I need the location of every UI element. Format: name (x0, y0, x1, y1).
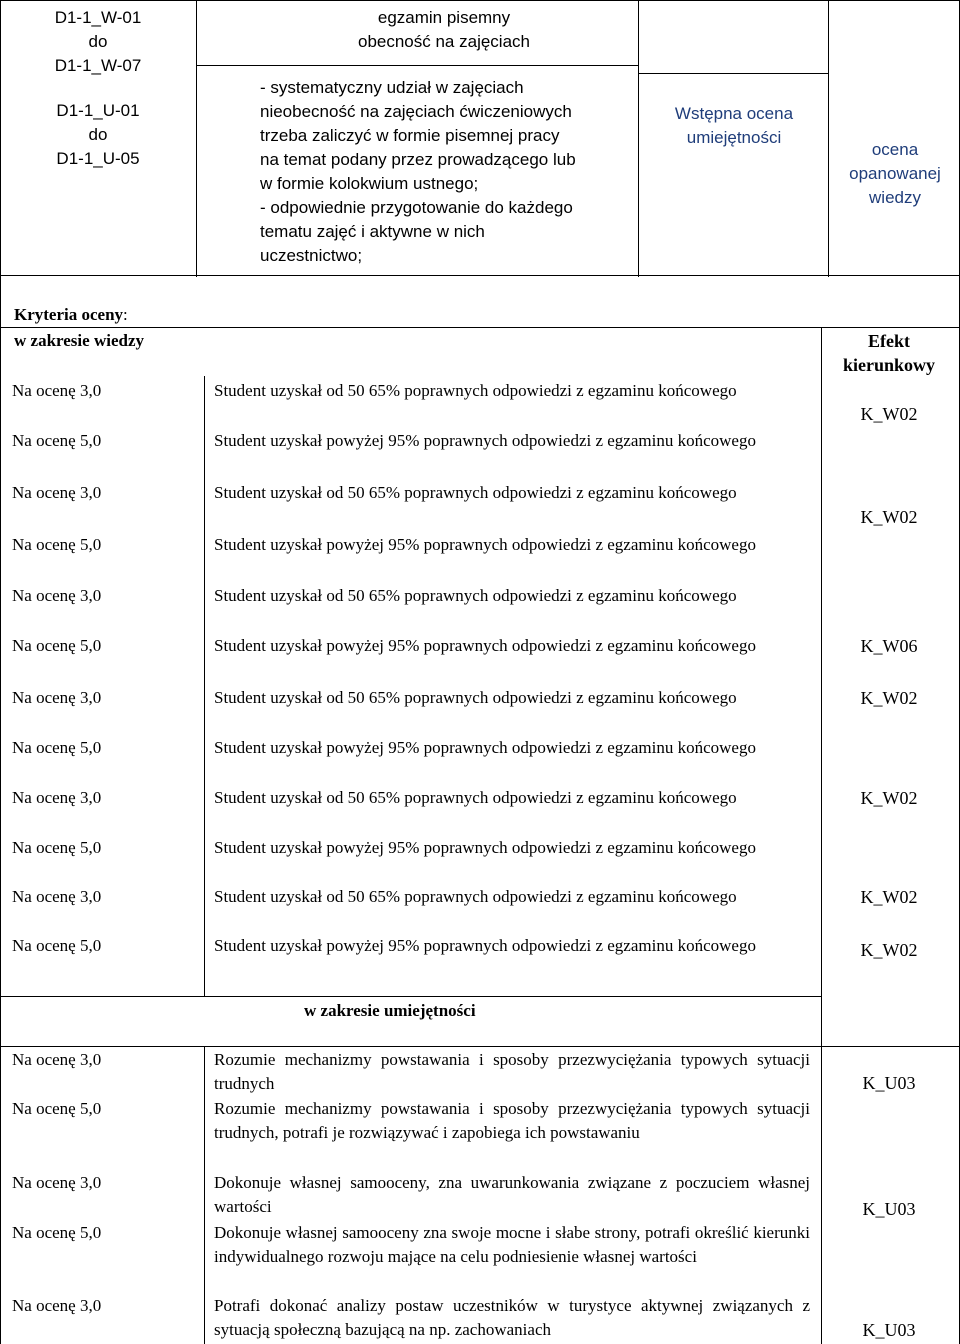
column-divider (204, 376, 205, 996)
column-divider (821, 327, 822, 1047)
effect-code: K_U03 (862, 1073, 916, 1093)
assessment-line: wiedzy (869, 188, 921, 207)
grade-label: Na ocenę 3,0 (12, 381, 102, 400)
assessment-methods (250, 6, 638, 54)
initial-skill-assessment (640, 102, 828, 150)
assessment-line: umiejętności (686, 128, 782, 147)
grade-label: Na ocenę 5,0 (12, 838, 102, 857)
section-divider (0, 996, 822, 997)
effect-header-line: Efekt (868, 331, 910, 351)
effect-codes-knowledge (4, 6, 192, 78)
grade-label: Na ocenę 3,0 (12, 887, 102, 906)
criterion-text: Dokonuje własnej samooceny zna swoje mocne i słabe strony, potrafi określić kierunki indywidualnego rozwoju mające na celu podniesienie własnej wartości (214, 1223, 810, 1266)
effect-column-header (828, 329, 950, 377)
grade-label: Na ocenę 5,0 (12, 1223, 102, 1242)
requirement-line: nieobecność na zajęciach ćwiczeniowych (260, 102, 572, 121)
grade-label: Na ocenę 3,0 (12, 688, 102, 707)
effect-code: K_W02 (860, 404, 918, 424)
grade-label: Na ocenę 3,0 (12, 1050, 102, 1069)
criterion-text: Potrafi dokonać analizy postaw uczestników w turystyce aktywnej związanych z sytuacją społeczną bazującą na np. zachowaniach (214, 1296, 810, 1339)
column-divider (196, 1, 197, 277)
assessment-line: Wstępna ocena (674, 104, 794, 123)
column-divider (638, 1, 639, 277)
effect-code: K_U03 (862, 1320, 916, 1340)
method-line: obecność na zajęciach (357, 32, 530, 51)
effect-code: K_W02 (860, 788, 918, 808)
knowledge-section-heading: w zakresie wiedzy (14, 331, 144, 350)
requirement-line: trzeba zaliczyć w formie pisemnej pracy (260, 126, 560, 145)
code-line: do (88, 32, 108, 51)
effect-code: K_W02 (860, 507, 918, 527)
requirement-line: w formie kolokwium ustnego; (260, 174, 479, 193)
criterion-text: Student uzyskał od 50 65% poprawnych odpowiedzi z egzaminu końcowego (214, 887, 737, 906)
criterion-text: Student uzyskał od 50 65% poprawnych odpowiedzi z egzaminu końcowego (214, 483, 737, 502)
column-divider (204, 1046, 205, 1344)
effect-code: K_W06 (860, 636, 918, 656)
code-line: D1-1_W-07 (54, 56, 142, 75)
effect-code: K_W02 (860, 887, 918, 907)
criterion-text: Rozumie mechanizmy powstawania i sposoby przezwyciężania typowych sytuacji trudnych (214, 1050, 810, 1093)
criterion-text: Student uzyskał powyżej 95% poprawnych odpowiedzi z egzaminu końcowego (214, 636, 756, 655)
effect-header-line: kierunkowy (842, 355, 936, 375)
header-divider (197, 65, 638, 66)
requirement-line: - odpowiednie przygotowanie do każdego (260, 198, 573, 217)
criteria-title (14, 303, 128, 327)
method-line: egzamin pisemny (377, 8, 511, 27)
grade-label: Na ocenę 3,0 (12, 483, 102, 502)
grade-label: Na ocenę 5,0 (12, 431, 102, 450)
effect-code: K_U03 (862, 1199, 916, 1219)
grade-label: Na ocenę 5,0 (12, 1099, 102, 1118)
criterion-text: Student uzyskał od 50 65% poprawnych odpowiedzi z egzaminu końcowego (214, 688, 737, 707)
section-divider (0, 1046, 960, 1047)
assessment-line: ocena (871, 140, 919, 159)
criterion-text: Rozumie mechanizmy powstawania i sposoby przezwyciężania typowych sytuacji trudnych, potrafi je rozwiązywać i zapobiega ich powstawaniu (214, 1099, 810, 1142)
requirement-line: uczestnictwo; (260, 246, 363, 265)
criterion-text: Student uzyskał od 50 65% poprawnych odpowiedzi z egzaminu końcowego (214, 381, 737, 400)
header-divider (639, 73, 828, 74)
table-border-left (0, 1, 1, 277)
effect-codes-skills (4, 99, 192, 171)
grade-label: Na ocenę 3,0 (12, 1173, 102, 1192)
code-line: D1-1_W-01 (54, 8, 142, 27)
grade-label: Na ocenę 3,0 (12, 586, 102, 605)
code-line: D1-1_U-01 (56, 101, 140, 120)
criterion-text: Student uzyskał powyżej 95% poprawnych odpowiedzi z egzaminu końcowego (214, 431, 756, 450)
grade-label: Na ocenę 5,0 (12, 936, 102, 955)
criterion-text: Student uzyskał powyżej 95% poprawnych odpowiedzi z egzaminu końcowego (214, 535, 756, 554)
criterion-text: Student uzyskał od 50 65% poprawnych odpowiedzi z egzaminu końcowego (214, 788, 737, 807)
criterion-text: Dokonuje własnej samooceny, zna uwarunkowania związane z poczuciem własnej wartości (214, 1173, 810, 1216)
criterion-text: Student uzyskał powyżej 95% poprawnych odpowiedzi z egzaminu końcowego (214, 838, 756, 857)
grade-label: Na ocenę 3,0 (12, 788, 102, 807)
code-line: do (88, 125, 108, 144)
knowledge-assessment (830, 138, 960, 210)
code-line: D1-1_U-05 (56, 149, 140, 168)
requirement-line: tematu zajęć i aktywne w nich (260, 222, 485, 241)
column-divider (821, 1046, 822, 1344)
criteria-title-colon: : (123, 305, 128, 324)
grade-label: Na ocenę 5,0 (12, 636, 102, 655)
grade-label: Na ocenę 5,0 (12, 535, 102, 554)
criterion-text: Student uzyskał od 50 65% poprawnych odpowiedzi z egzaminu końcowego (214, 586, 737, 605)
criterion-text: Student uzyskał powyżej 95% poprawnych odpowiedzi z egzaminu końcowego (214, 936, 756, 955)
skills-section-heading: w zakresie umiejętności (304, 1001, 476, 1020)
effect-code: K_W02 (860, 940, 918, 960)
criteria-title-divider (0, 327, 960, 328)
criteria-title-text: Kryteria oceny (14, 305, 124, 324)
table-border-left (0, 276, 1, 1344)
assessment-line: opanowanej (849, 164, 941, 183)
column-divider (828, 1, 829, 277)
effect-code: K_W02 (860, 688, 918, 708)
attendance-requirements (260, 76, 628, 268)
grade-label: Na ocenę 3,0 (12, 1296, 102, 1315)
requirement-line: - systematyczny udział w zajęciach (260, 78, 524, 97)
grade-label: Na ocenę 5,0 (12, 738, 102, 757)
criterion-text: Student uzyskał powyżej 95% poprawnych odpowiedzi z egzaminu końcowego (214, 738, 756, 757)
requirement-line: na temat podany przez prowadzącego lub (260, 150, 576, 169)
